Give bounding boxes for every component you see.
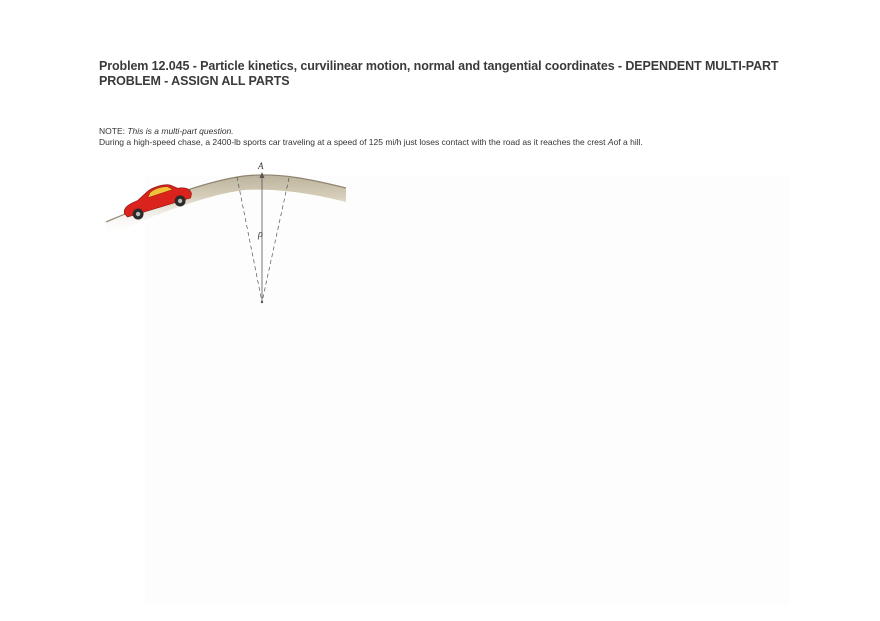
radius-label: ρ	[258, 229, 263, 240]
sports-car	[120, 178, 195, 223]
statement-text-before: During a high-speed chase, a 2400-lb sports car traveling at a speed of 125 mi/h just loses contact with the road as it reaches the crest	[99, 137, 606, 147]
note-text: This is a multi-part question.	[127, 126, 234, 136]
crest-label: A	[258, 161, 264, 171]
note-lead: NOTE:	[99, 126, 125, 136]
hill-diagram	[104, 160, 350, 306]
radius-line-right	[262, 178, 289, 302]
problem-title: Problem 12.045 - Particle kinetics, curvilinear motion, normal and tangential coordinates - DEPENDENT MULTI-PART PROBLEM - ASSIGN ALL PARTS	[99, 59, 779, 88]
center-of-curvature	[261, 301, 263, 303]
problem-statement	[99, 137, 643, 148]
statement-point-label: A	[607, 137, 614, 147]
note-line	[99, 126, 234, 137]
statement-text-after: of a hill.	[613, 137, 643, 147]
hill-figure	[104, 160, 350, 306]
